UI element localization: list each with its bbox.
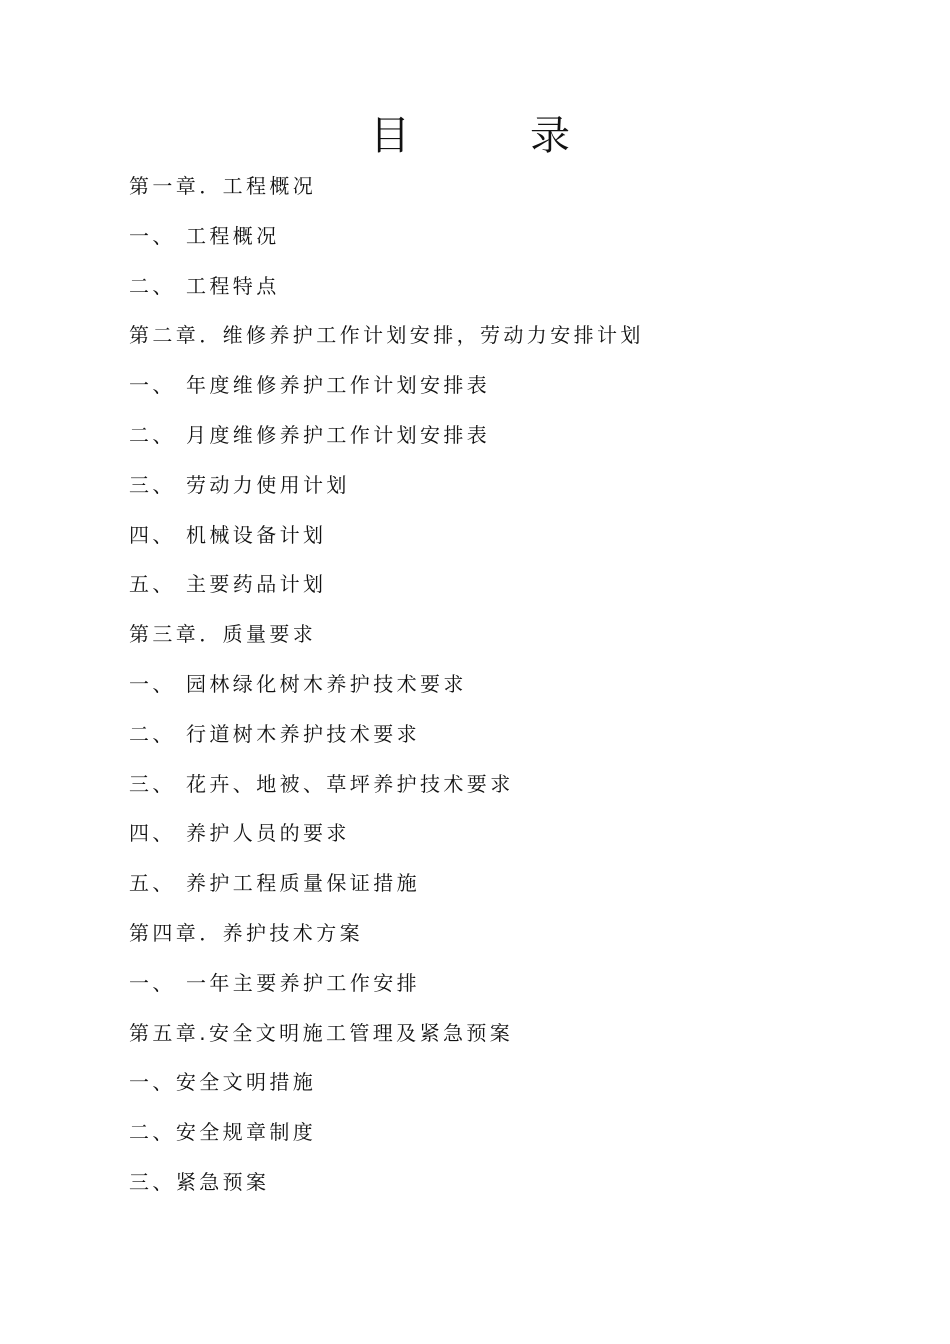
toc-entry-text: 花卉、地被、草坪养护技术要求 — [186, 771, 514, 796]
toc-entry-text: 一年主要养护工作安排 — [186, 970, 420, 995]
toc-entry-number: 第二章． — [129, 323, 223, 348]
toc-chapter-entry — [129, 616, 909, 666]
toc-entry-number: 二、 — [129, 721, 176, 746]
toc-entry-text: 园林绿化树木养护技术要求 — [186, 671, 467, 696]
toc-chapter-entry — [129, 317, 909, 367]
toc-entry-text: 养护工程质量保证措施 — [186, 871, 420, 896]
toc-entry-number: 一、 — [129, 1070, 176, 1095]
toc-entry-number: 二、 — [129, 273, 176, 298]
toc-section-entry — [129, 1114, 909, 1164]
toc-chapter-entry — [129, 915, 909, 965]
toc-entry-text: 维修养护工作计划安排，劳动力安排计划 — [222, 323, 644, 348]
toc-entry-text: 工程概况 — [222, 174, 317, 198]
toc-entry-text: 工程概况 — [186, 223, 280, 248]
toc-entry-number: 四、 — [129, 821, 176, 846]
toc-entry-text: 月度维修养护工作计划安排表 — [186, 422, 491, 447]
toc-entry-number: 第五章. — [129, 1020, 209, 1045]
toc-entry-text: 安全规章制度 — [175, 1120, 317, 1145]
toc-section-entry — [129, 965, 909, 1015]
toc-entry-number: 五、 — [129, 572, 176, 597]
toc-entry-text: 行道树木养护技术要求 — [186, 721, 420, 746]
toc-entry-number: 五、 — [129, 871, 176, 896]
toc-entry-number: 第三章． — [129, 622, 223, 647]
toc-entry-text: 年度维修养护工作计划安排表 — [186, 373, 491, 398]
toc-entry-text: 紧急预案 — [175, 1169, 270, 1194]
toc-title: 目 录 — [370, 112, 610, 159]
toc-section-entry — [129, 766, 909, 816]
toc-section-entry — [129, 666, 909, 716]
toc-entry-text: 养护技术方案 — [222, 920, 364, 945]
toc-section-entry — [129, 467, 909, 517]
toc-entry-text: 安全文明施工管理及紧急预案 — [208, 1020, 514, 1045]
toc-section-entry — [129, 1064, 909, 1114]
toc-entry-number: 一、 — [129, 373, 176, 398]
toc-entry-number: 三、 — [129, 472, 176, 497]
toc-section-entry — [129, 815, 909, 865]
toc-entry-number: 一、 — [129, 671, 176, 696]
toc-entry-text: 安全文明措施 — [175, 1070, 317, 1095]
toc-entry-number: 第四章． — [129, 920, 223, 945]
toc-section-entry — [129, 1164, 909, 1214]
toc-section-entry — [129, 566, 909, 616]
toc-section-entry — [129, 716, 909, 766]
toc-entry-number: 三、 — [129, 771, 176, 796]
toc-entry-number: 四、 — [129, 522, 176, 547]
toc-section-entry — [129, 218, 909, 268]
toc-entry-number: 二、 — [129, 1120, 176, 1145]
toc-section-entry — [129, 417, 909, 467]
toc-section-entry — [129, 367, 909, 417]
toc-entry-number: 一、 — [129, 970, 176, 995]
toc-entry-number: 二、 — [129, 422, 176, 447]
toc-chapter-entry — [129, 168, 909, 218]
toc-list — [129, 168, 909, 1214]
toc-entry-text: 主要药品计划 — [186, 572, 327, 597]
toc-section-entry — [129, 517, 909, 567]
toc-section-entry — [129, 268, 909, 318]
toc-section-entry — [129, 865, 909, 915]
toc-chapter-entry — [129, 1015, 909, 1065]
toc-entry-text: 养护人员的要求 — [186, 821, 350, 846]
toc-entry-text: 劳动力使用计划 — [186, 472, 350, 497]
toc-entry-text: 工程特点 — [186, 273, 280, 298]
toc-entry-text: 机械设备计划 — [186, 522, 327, 547]
toc-entry-number: 三、 — [129, 1169, 176, 1194]
toc-entry-number: 一、 — [129, 223, 176, 248]
toc-entry-number: 第一章． — [129, 174, 223, 198]
toc-entry-text: 质量要求 — [222, 622, 317, 647]
